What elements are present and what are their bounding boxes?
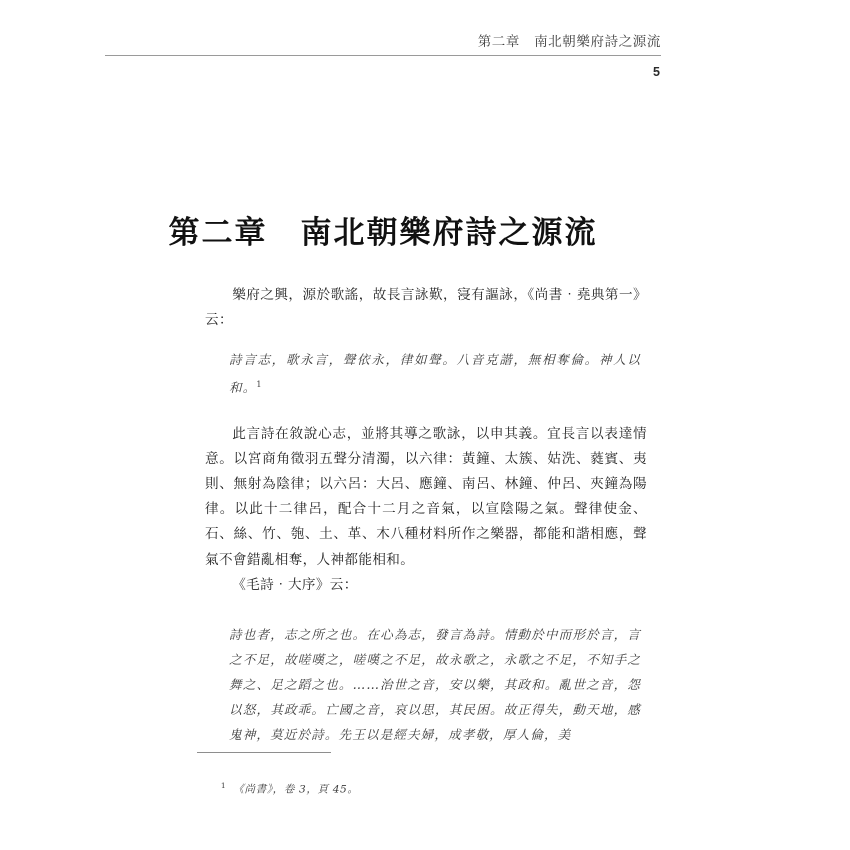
spacer bbox=[205, 598, 647, 622]
block-quote-shangshu bbox=[205, 347, 647, 400]
header-rule bbox=[105, 55, 661, 56]
spacer bbox=[205, 401, 647, 422]
explanation-paragraph: 此言詩在敘說心志，並將其導之歌詠，以申其義。宜長言以表達情意。以宮商角徵羽五聲分清濁，以六律：黃鐘、太簇、姑洗、蕤賓、夷則、無射為陰律；以六呂：大呂、應鐘、南呂、林鐘、仲呂、夾鐘為陽律。以此十二律呂，配合十二月之音氣，以宣陰陽之氣。聲律使金、石、絲、竹、匏、土、革、木八種材料所作之樂器，都能和諧相應，聲氣不會錯亂相奪，人神都能相和。 bbox=[205, 425, 647, 568]
footnote-text: 《尚書》，卷 3，頁 45。 bbox=[233, 783, 359, 796]
footnote-item-1 bbox=[197, 762, 657, 814]
spacer bbox=[205, 333, 647, 347]
block-quote-maoshi: 詩也者，志之所之也。在心為志，發言為詩。情動於中而形於言，言之不足，故嗟嘆之，嗟嘆之不足，故永歌之，永歌之不足，不知手之舞之、足之蹈之也。……治世之音，安以樂，其政和。亂世之音，怨以怒，其政乖。亡國之音，哀以思，其民困。故正得失，動天地，感鬼神，莫近於詩。先王以是經夫婦，成孝敬，厚人倫，美 bbox=[229, 627, 641, 743]
intro-paragraph: 樂府之興，源於歌謠，故長言詠歎，寖有謳詠，《尚書‧堯典第一》云： bbox=[205, 287, 647, 329]
footnote-number: 1 bbox=[220, 781, 227, 790]
running-header-text: 第二章 南北朝樂府詩之源流 bbox=[477, 34, 661, 49]
page-header bbox=[105, 34, 661, 79]
block-quote-shangshu-text: 詩言志，歌永言，聲依永，律如聲。八音克諧，無相奪倫。神人以和。 bbox=[229, 352, 641, 396]
footnote-reference-1[interactable]: 1 bbox=[256, 380, 262, 390]
footnote-area bbox=[197, 752, 657, 814]
footnote-separator-rule bbox=[197, 752, 331, 753]
page-body bbox=[205, 283, 647, 747]
page-number: 5 bbox=[653, 65, 660, 80]
source-citation-line: 《毛詩‧大序》云： bbox=[232, 576, 358, 593]
chapter-title: 第二章 南北朝樂府詩之源流 bbox=[168, 214, 598, 251]
